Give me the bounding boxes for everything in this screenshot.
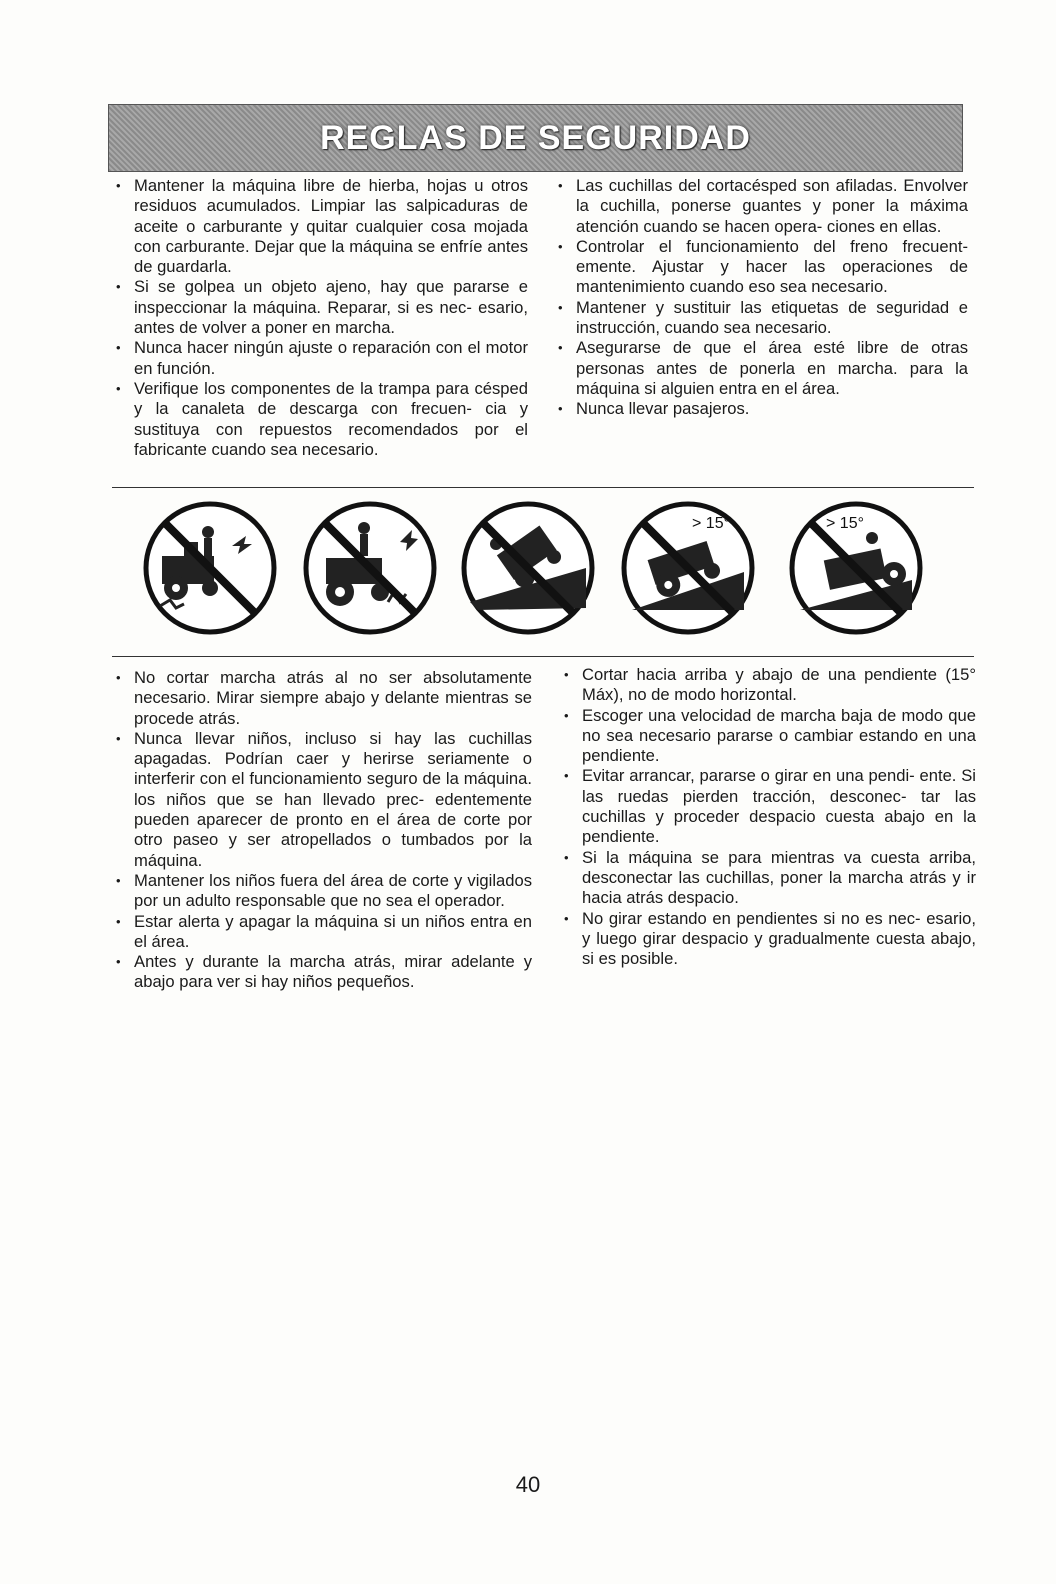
top-right-column bbox=[554, 176, 968, 420]
list-item: • Si la máquina se para mientras va cuesta arriba, desconectar las cuchillas, poner la marcha atrás y ir hacia atrás despacio. bbox=[560, 848, 976, 909]
divider bbox=[112, 487, 974, 488]
bottom-left-column bbox=[112, 668, 532, 993]
list-item: • Si se golpea un objeto ajeno, hay que pararse e inspeccionar la máquina. Reparar, si es nec- esario, antes de volver a poner en marcha. bbox=[112, 277, 528, 338]
slope-over-15-degrees-icon bbox=[618, 498, 758, 638]
list-item: • Verifique los componentes de la trampa para césped y la canaleta de descarga con frecuen- cia y sustituya con repuestos recomendados por el fabricante cuando sea necesario. bbox=[112, 379, 528, 460]
bullet-list bbox=[560, 665, 976, 969]
list-item: • No cortar marcha atrás al no ser absolutamente necesario. Mirar siempre abajo y delante mientras se procede atrás. bbox=[112, 668, 532, 729]
list-item: • Escoger una velocidad de marcha baja de modo que no sea necesario pararse o cambiar estando en una pendiente. bbox=[560, 706, 976, 767]
list-item: • Nunca hacer ningún ajuste o reparación con el motor en función. bbox=[112, 338, 528, 379]
bullet-list bbox=[554, 176, 968, 420]
list-item: • Evitar arrancar, pararse o girar en una pendi- ente. Si las ruedas pierden tracción, desconec- tar las cuchillas y proceder despacio cuesta abajo en la pendiente. bbox=[560, 766, 976, 847]
list-item: • Cortar hacia arriba y abajo de una pendiente (15° Máx), no de modo horizontal. bbox=[560, 665, 976, 706]
no-reverse-with-child-icon bbox=[140, 498, 280, 638]
bottom-right-column bbox=[560, 665, 976, 969]
section-title-banner bbox=[108, 104, 963, 172]
list-item: • Mantener y sustituir las etiquetas de seguridad e instrucción, cuando sea necesario. bbox=[554, 298, 968, 339]
slope-tipover-warning-icon bbox=[458, 498, 598, 638]
sideways-slope-over-15-degrees-icon bbox=[786, 498, 926, 638]
section-title: REGLAS DE SEGURIDAD bbox=[320, 118, 751, 157]
angle-label: > 15° bbox=[692, 515, 730, 532]
list-item: • Nunca llevar niños, incluso si hay las cuchillas apagadas. Podrían caer y herirse seriamente o interferir con el funcionamiento seguro de la máquina. los niños que se han llevado prec- edentemente pueden aparecer de pronto en el área de corte por otro paseo y ser atropellados o tumbados por la máquina. bbox=[112, 729, 532, 871]
list-item: • Nunca llevar pasajeros. bbox=[554, 399, 968, 419]
list-item: • Las cuchillas del cortacésped son afiladas. Envolver la cuchilla, ponerse guantes y poner la máxima atención cuando se hacen opera- ciones en ellas. bbox=[554, 176, 968, 237]
list-item: • No girar estando en pendientes si no es nec- esario, y luego girar despacio y gradualmente cuesta abajo, si es posible. bbox=[560, 909, 976, 970]
safety-icons-row bbox=[140, 498, 970, 648]
list-item: • Controlar el funcionamiento del freno frecuent- emente. Ajustar y hacer las operaciones de mantenimiento cuando eso sea necesario. bbox=[554, 237, 968, 298]
list-item: • Mantener la máquina libre de hierba, hojas u otros residuos acumulados. Limpiar las salpicaduras de aceite o carburante y quitar cualquier cosa mojada con carburante. Dejar que la máquina se enfríe antes de guardarla. bbox=[112, 176, 528, 277]
bullet-list bbox=[112, 176, 528, 460]
list-item: • Mantener los niños fuera del área de corte y vigilados por un adulto responsable que no sea el operador. bbox=[112, 871, 532, 912]
no-passengers-icon bbox=[300, 498, 440, 638]
list-item: • Estar alerta y apagar la máquina si un niños entra en el área. bbox=[112, 912, 532, 953]
divider bbox=[112, 656, 974, 657]
list-item: • Asegurarse de que el área esté libre de otras personas antes de ponerla en marcha. para la máquina si alguien entra en el área. bbox=[554, 338, 968, 399]
list-item: • Antes y durante la marcha atrás, mirar adelante y abajo para ver si hay niños pequeños. bbox=[112, 952, 532, 993]
page-number: 40 bbox=[515, 1472, 541, 1497]
bullet-list bbox=[112, 668, 532, 993]
top-left-column bbox=[112, 176, 528, 460]
angle-label: > 15° bbox=[826, 515, 864, 532]
